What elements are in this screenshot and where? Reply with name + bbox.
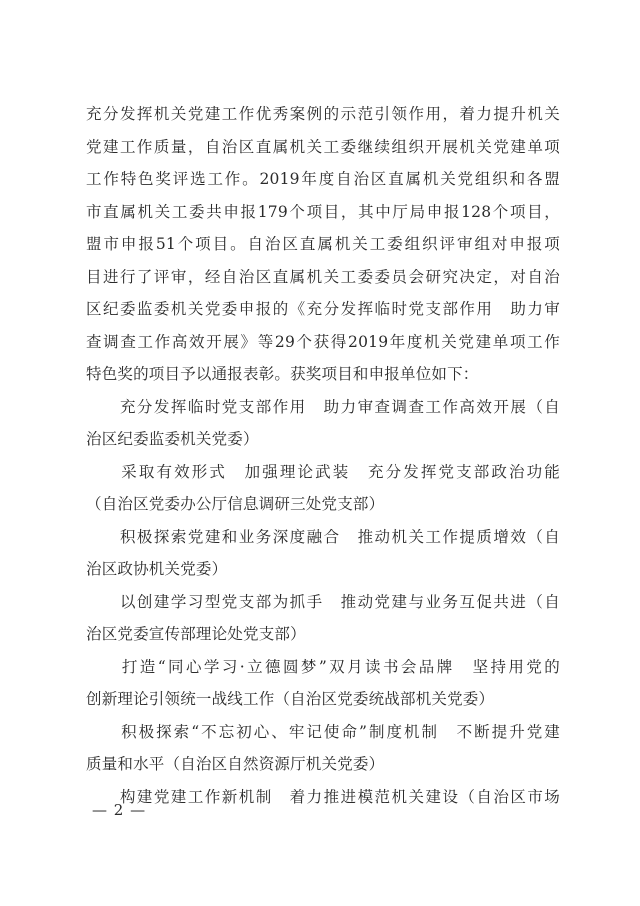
text-line: 充分发挥临时党支部作用 助力审查调查工作高效开展（自 [86,397,560,416]
page-number: — 2 — [92,801,147,819]
text-line: 党建工作质量，自治区直属机关工委继续组织开展机关党建单项 [86,137,560,156]
text-line: 采取有效形式 加强理论武装 充分发挥党支部政治功能 [86,462,560,481]
text-line: 治区政协机关党委） [86,560,228,578]
text-line: 创新理论引领统一战线工作（自治区党委统战部机关党委） [86,690,495,708]
text-line: 质量和水平（自治区自然资源厅机关党委） [86,755,385,773]
text-line: 打造“同心学习·立德圆梦”双月读书会品牌 坚持用党的 [86,657,560,676]
text-line: 积极探索“不忘初心、牢记使命”制度机制 不断提升党建 [86,722,560,741]
text-line: 积极探索党建和业务深度融合 推动机关工作提质增效（自 [86,527,560,546]
text-line: 治区纪委监委机关党委） [86,430,259,448]
text-line: 特色奖的项目予以通报表彰。获奖项目和申报单位如下： [86,365,479,383]
text-line: （自治区党委办公厅信息调研三处党支部） [86,495,385,513]
text-line: 工作特色奖评选工作。2019年度自治区直属机关党组织和各盟 [86,170,560,188]
body-text [86,98,560,813]
text-line: 查调查工作高效开展》等29个获得2019年度机关党建单项工作 [86,332,560,351]
text-line: 市直属机关工委共申报179个项目，其中厅局申报128个项目， [86,202,560,221]
text-line: 区纪委监委机关党委申报的《充分发挥临时党支部作用 助力审 [86,300,560,318]
text-line: 盟市申报51个项目。自治区直属机关工委组织评审组对申报项 [86,235,560,253]
text-line: 充分发挥机关党建工作优秀案例的示范引领作用，着力提升机关 [86,105,560,123]
text-line: 治区党委宣传部理论处党支部） [86,625,306,643]
text-line: 构建党建工作新机制 着力推进模范机关建设（自治区市场 [86,787,560,806]
text-line: 目进行了评审，经自治区直属机关工委委员会研究决定，对自治 [86,267,560,286]
text-line: 以创建学习型党支部为抓手 推动党建与业务互促共进（自 [86,592,560,611]
